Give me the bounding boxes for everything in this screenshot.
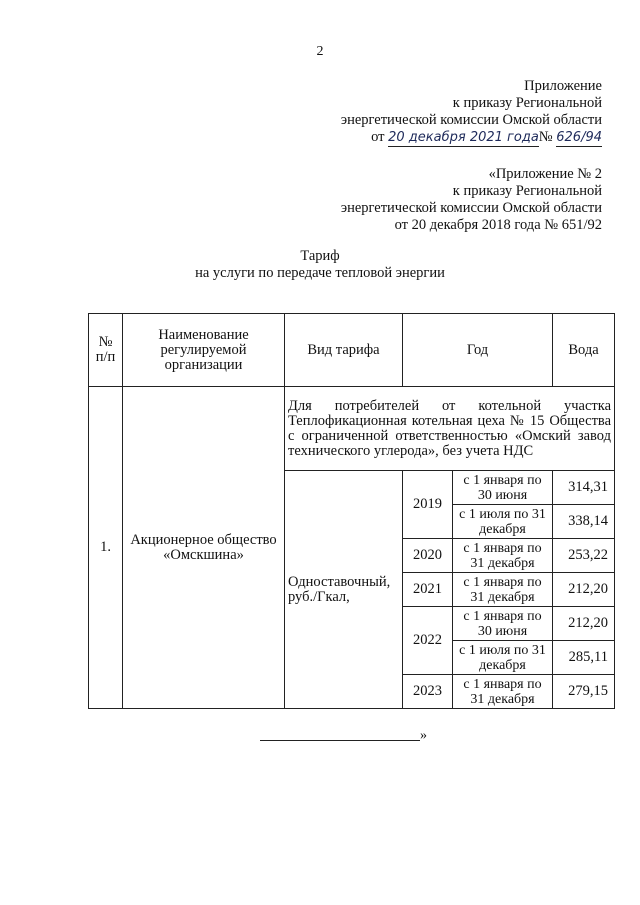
footer-closing-quote: »: [420, 728, 427, 743]
period-cell: с 1 июля по 31 декабря: [453, 505, 553, 539]
value-cell: 314,31: [553, 471, 615, 505]
appendix2-line-4: от 20 декабря 2018 года № 651/92: [394, 217, 602, 233]
document-title: [0, 248, 640, 282]
appendix-line-3: энергетической комиссии Омской области: [340, 112, 602, 128]
header-num: № п/п: [89, 314, 123, 387]
year-cell: 2019: [403, 471, 453, 539]
period-cell: с 1 января по 30 июня: [453, 607, 553, 641]
value-cell: 212,20: [553, 607, 615, 641]
appendix-line-1: Приложение: [524, 78, 602, 94]
header-organization: Наименование регулируемой организации: [123, 314, 285, 387]
appendix2-line-2: к приказу Региональной: [452, 183, 602, 199]
value-cell: 253,22: [553, 539, 615, 573]
consumers-note: Для потребителей от котельной участка Теплофикационная котельная цеха № 15 Общества с ограниченной ответственностью «Омский завод технического углерода», без учета НДС: [285, 387, 615, 471]
tariff-type: Одноставочный, руб./Гкал,: [285, 471, 403, 709]
row-number: 1.: [89, 387, 123, 709]
table-header-row: [89, 314, 615, 387]
header-tariff-type: Вид тарифа: [285, 314, 403, 387]
header-year: Год: [403, 314, 553, 387]
footer-underline: [260, 740, 420, 741]
tariff-table: [88, 313, 615, 709]
title-line-2: на услуги по передаче тепловой энергии: [195, 265, 445, 281]
value-cell: 285,11: [553, 641, 615, 675]
value-cell: 279,15: [553, 675, 615, 709]
year-cell: 2023: [403, 675, 453, 709]
page-number: 2: [316, 44, 324, 59]
period-cell: с 1 января по 31 декабря: [453, 539, 553, 573]
table-row: [89, 387, 615, 471]
appendix2-line-1: «Приложение № 2: [488, 166, 602, 182]
appendix-date-line: [272, 129, 602, 147]
value-cell: 338,14: [553, 505, 615, 539]
value-cell: 212,20: [553, 573, 615, 607]
year-cell: 2022: [403, 607, 453, 675]
handwritten-number: 626/94: [556, 130, 602, 145]
appendix-line-2: к приказу Региональной: [452, 95, 602, 111]
year-cell: 2020: [403, 539, 453, 573]
organization-name: Акционерное общество «Омскшина»: [123, 387, 285, 709]
year-cell: 2021: [403, 573, 453, 607]
from-prefix: от: [371, 129, 385, 145]
title-line-1: Тариф: [300, 248, 340, 264]
period-cell: с 1 января по 31 декабря: [453, 573, 553, 607]
appendix-header: [272, 78, 602, 147]
period-cell: с 1 января по 30 июня: [453, 471, 553, 505]
period-cell: с 1 января по 31 декабря: [453, 675, 553, 709]
header-water: Вода: [553, 314, 615, 387]
period-cell: с 1 июля по 31 декабря: [453, 641, 553, 675]
number-symbol: №: [538, 129, 553, 145]
appendix-2-header: [272, 166, 602, 234]
appendix2-line-3: энергетической комиссии Омской области: [340, 200, 602, 216]
handwritten-date: 20 декабря 2021 года: [388, 130, 539, 145]
